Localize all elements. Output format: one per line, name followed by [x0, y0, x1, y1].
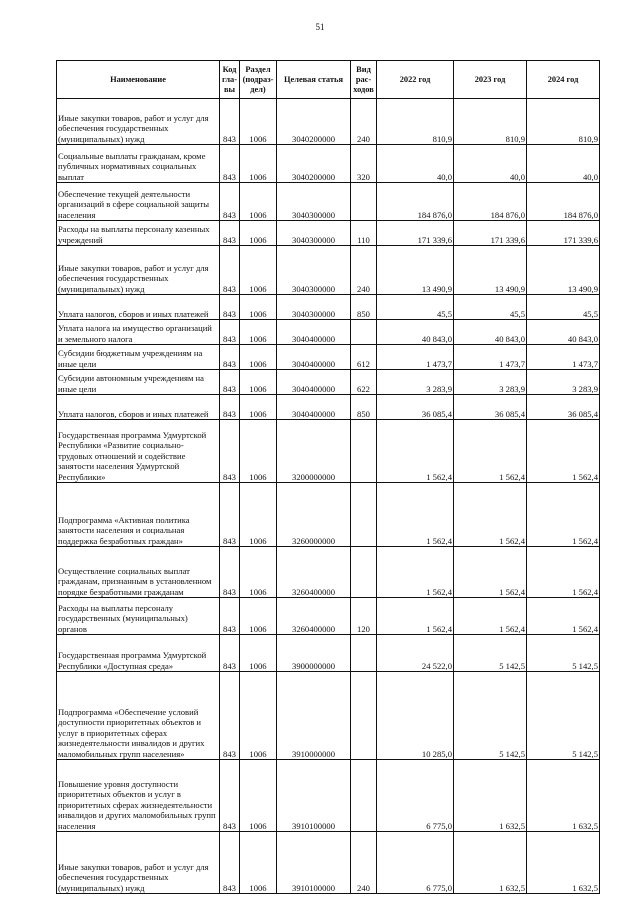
cell-section: 1006 [240, 547, 277, 598]
cell-name: Уплата налогов, сборов и иных платежей [57, 395, 220, 420]
page-number: 51 [315, 22, 325, 32]
table-row [57, 672, 600, 760]
table-row [57, 183, 600, 221]
table-row [57, 760, 600, 832]
cell-kind: 120 [351, 598, 377, 635]
cell-target: 3900000000 [277, 635, 351, 672]
cell-section: 1006 [240, 221, 277, 246]
cell-target: 3040400000 [277, 345, 351, 370]
cell-2022: 40,0 [377, 145, 454, 183]
cell-target: 3260000000 [277, 483, 351, 547]
cell-2022: 184 876,0 [377, 183, 454, 221]
cell-kind: 320 [351, 145, 377, 183]
header-target: Целевая статья [277, 61, 351, 99]
cell-target: 3910100000 [277, 760, 351, 832]
table-row [57, 145, 600, 183]
cell-kind: 622 [351, 370, 377, 395]
header-2022: 2022 год [377, 61, 454, 99]
cell-2022: 1 562,4 [377, 547, 454, 598]
cell-code: 843 [220, 832, 240, 894]
cell-2023: 45,5 [454, 295, 527, 320]
cell-target: 3040300000 [277, 246, 351, 295]
cell-2024: 1 473,7 [527, 345, 600, 370]
cell-2022: 810,9 [377, 99, 454, 145]
cell-section: 1006 [240, 320, 277, 345]
cell-kind: 240 [351, 832, 377, 894]
cell-2022: 3 283,9 [377, 370, 454, 395]
cell-2024: 171 339,6 [527, 221, 600, 246]
cell-kind: 240 [351, 99, 377, 145]
cell-2024: 1 632,5 [527, 832, 600, 894]
budget-table [56, 60, 600, 894]
cell-kind: 850 [351, 395, 377, 420]
cell-name: Обеспечение текущей деятельности организаций в сфере социальной защиты населения [57, 183, 220, 221]
cell-kind: 612 [351, 345, 377, 370]
cell-name: Субсидии автономным учреждениям на иные цели [57, 370, 220, 395]
cell-name: Расходы на выплаты персоналу казенных учреждений [57, 221, 220, 246]
cell-2023: 1 632,5 [454, 832, 527, 894]
cell-2023: 184 876,0 [454, 183, 527, 221]
cell-target: 3040200000 [277, 145, 351, 183]
cell-2024: 3 283,9 [527, 370, 600, 395]
cell-target: 3260400000 [277, 598, 351, 635]
cell-target: 3910000000 [277, 672, 351, 760]
cell-section: 1006 [240, 183, 277, 221]
cell-kind [351, 420, 377, 483]
table-row [57, 221, 600, 246]
cell-name: Уплата налогов, сборов и иных платежей [57, 295, 220, 320]
cell-2023: 810,9 [454, 99, 527, 145]
cell-target: 3260400000 [277, 547, 351, 598]
cell-2023: 13 490,9 [454, 246, 527, 295]
cell-2023: 1 562,4 [454, 483, 527, 547]
cell-2022: 40 843,0 [377, 320, 454, 345]
cell-2023: 36 085,4 [454, 395, 527, 420]
cell-section: 1006 [240, 420, 277, 483]
cell-target: 3200000000 [277, 420, 351, 483]
cell-2024: 40 843,0 [527, 320, 600, 345]
table-row [57, 295, 600, 320]
table-row [57, 635, 600, 672]
cell-code: 843 [220, 395, 240, 420]
cell-2023: 1 562,4 [454, 598, 527, 635]
cell-2024: 1 562,4 [527, 598, 600, 635]
header-code: Код гла-вы [220, 61, 240, 99]
cell-kind [351, 635, 377, 672]
cell-2022: 1 473,7 [377, 345, 454, 370]
cell-2023: 5 142,5 [454, 672, 527, 760]
cell-target: 3040200000 [277, 99, 351, 145]
cell-code: 843 [220, 420, 240, 483]
cell-kind: 850 [351, 295, 377, 320]
table-row [57, 370, 600, 395]
cell-kind: 240 [351, 246, 377, 295]
cell-code: 843 [220, 246, 240, 295]
cell-2024: 184 876,0 [527, 183, 600, 221]
cell-name: Иные закупки товаров, работ и услуг для обеспечения государственных (муниципальных) нужд [57, 246, 220, 295]
cell-name: Субсидии бюджетным учреждениям на иные цели [57, 345, 220, 370]
cell-code: 843 [220, 295, 240, 320]
cell-section: 1006 [240, 295, 277, 320]
cell-section: 1006 [240, 760, 277, 832]
cell-2024: 5 142,5 [527, 672, 600, 760]
cell-2023: 1 562,4 [454, 547, 527, 598]
header-kind: Вид рас-ходов [351, 61, 377, 99]
cell-name: Подпрограмма «Обеспечение условий доступности приоритетных объектов и услуг в приоритетных сферах жизнедеятельности инвалидов и других маломобильных групп населения» [57, 672, 220, 760]
cell-target: 3040400000 [277, 370, 351, 395]
cell-2024: 13 490,9 [527, 246, 600, 295]
table-row [57, 420, 600, 483]
cell-2024: 40,0 [527, 145, 600, 183]
cell-code: 843 [220, 598, 240, 635]
cell-kind [351, 183, 377, 221]
cell-code: 843 [220, 635, 240, 672]
cell-name: Иные закупки товаров, работ и услуг для обеспечения государственных (муниципальных) нужд [57, 832, 220, 894]
cell-section: 1006 [240, 598, 277, 635]
cell-2022: 171 339,6 [377, 221, 454, 246]
cell-name: Повышение уровня доступности приоритетных объектов и услуг в приоритетных сферах жизнедеятельности инвалидов и других маломобильных групп населения [57, 760, 220, 832]
cell-code: 843 [220, 760, 240, 832]
cell-kind [351, 547, 377, 598]
cell-code: 843 [220, 345, 240, 370]
table-row [57, 547, 600, 598]
header-row [57, 61, 600, 99]
cell-2024: 1 562,4 [527, 547, 600, 598]
header-section: Раздел (подраз-дел) [240, 61, 277, 99]
cell-section: 1006 [240, 672, 277, 760]
cell-2023: 171 339,6 [454, 221, 527, 246]
header-2023: 2023 год [454, 61, 527, 99]
cell-name: Подпрограмма «Активная политика занятости населения и социальная поддержка безработных граждан» [57, 483, 220, 547]
cell-2024: 810,9 [527, 99, 600, 145]
cell-2023: 40 843,0 [454, 320, 527, 345]
cell-section: 1006 [240, 483, 277, 547]
table-body [57, 99, 600, 894]
cell-kind [351, 483, 377, 547]
cell-name: Уплата налога на имущество организаций и земельного налога [57, 320, 220, 345]
cell-section: 1006 [240, 395, 277, 420]
cell-code: 843 [220, 483, 240, 547]
cell-target: 3040300000 [277, 183, 351, 221]
cell-code: 843 [220, 320, 240, 345]
cell-section: 1006 [240, 99, 277, 145]
cell-2022: 13 490,9 [377, 246, 454, 295]
cell-2023: 1 562,4 [454, 420, 527, 483]
cell-section: 1006 [240, 370, 277, 395]
table-row [57, 395, 600, 420]
table-row [57, 345, 600, 370]
cell-name: Государственная программа Удмуртской Республики «Развитие социально-трудовых отношений и содействие занятости населения Удмуртской Республики» [57, 420, 220, 483]
cell-code: 843 [220, 183, 240, 221]
cell-2022: 24 522,0 [377, 635, 454, 672]
cell-section: 1006 [240, 246, 277, 295]
cell-target: 3040300000 [277, 295, 351, 320]
cell-2024: 1 632,5 [527, 760, 600, 832]
table-row [57, 832, 600, 894]
header-2024: 2024 год [527, 61, 600, 99]
cell-2023: 1 632,5 [454, 760, 527, 832]
cell-2022: 1 562,4 [377, 483, 454, 547]
cell-2022: 36 085,4 [377, 395, 454, 420]
table-row [57, 598, 600, 635]
cell-2023: 3 283,9 [454, 370, 527, 395]
cell-code: 843 [220, 370, 240, 395]
table-row [57, 99, 600, 145]
cell-2024: 36 085,4 [527, 395, 600, 420]
cell-section: 1006 [240, 345, 277, 370]
cell-kind: 110 [351, 221, 377, 246]
table-row [57, 246, 600, 295]
cell-kind [351, 760, 377, 832]
cell-section: 1006 [240, 145, 277, 183]
table-row [57, 320, 600, 345]
cell-code: 843 [220, 99, 240, 145]
cell-name: Расходы на выплаты персоналу государственных (муниципальных) органов [57, 598, 220, 635]
cell-code: 843 [220, 547, 240, 598]
cell-code: 843 [220, 145, 240, 183]
cell-2022: 6 775,0 [377, 832, 454, 894]
cell-section: 1006 [240, 635, 277, 672]
cell-name: Осуществление социальных выплат гражданам, признанным в установленном порядке безработными гражданам [57, 547, 220, 598]
cell-2024: 1 562,4 [527, 483, 600, 547]
cell-code: 843 [220, 672, 240, 760]
cell-2024: 1 562,4 [527, 420, 600, 483]
cell-kind [351, 320, 377, 345]
cell-name: Государственная программа Удмуртской Республики «Доступная среда» [57, 635, 220, 672]
header-name: Наименование [57, 61, 220, 99]
cell-2023: 1 473,7 [454, 345, 527, 370]
cell-name: Иные закупки товаров, работ и услуг для обеспечения государственных (муниципальных) нужд [57, 99, 220, 145]
cell-2023: 40,0 [454, 145, 527, 183]
cell-target: 3910100000 [277, 832, 351, 894]
cell-2022: 6 775,0 [377, 760, 454, 832]
cell-2024: 5 142,5 [527, 635, 600, 672]
cell-2024: 45,5 [527, 295, 600, 320]
cell-2022: 10 285,0 [377, 672, 454, 760]
cell-target: 3040400000 [277, 320, 351, 345]
cell-target: 3040400000 [277, 395, 351, 420]
cell-2022: 45,5 [377, 295, 454, 320]
cell-target: 3040300000 [277, 221, 351, 246]
cell-2022: 1 562,4 [377, 420, 454, 483]
cell-kind [351, 672, 377, 760]
cell-section: 1006 [240, 832, 277, 894]
table-row [57, 483, 600, 547]
cell-2022: 1 562,4 [377, 598, 454, 635]
cell-name: Социальные выплаты гражданам, кроме публичных нормативных социальных выплат [57, 145, 220, 183]
cell-code: 843 [220, 221, 240, 246]
cell-2023: 5 142,5 [454, 635, 527, 672]
